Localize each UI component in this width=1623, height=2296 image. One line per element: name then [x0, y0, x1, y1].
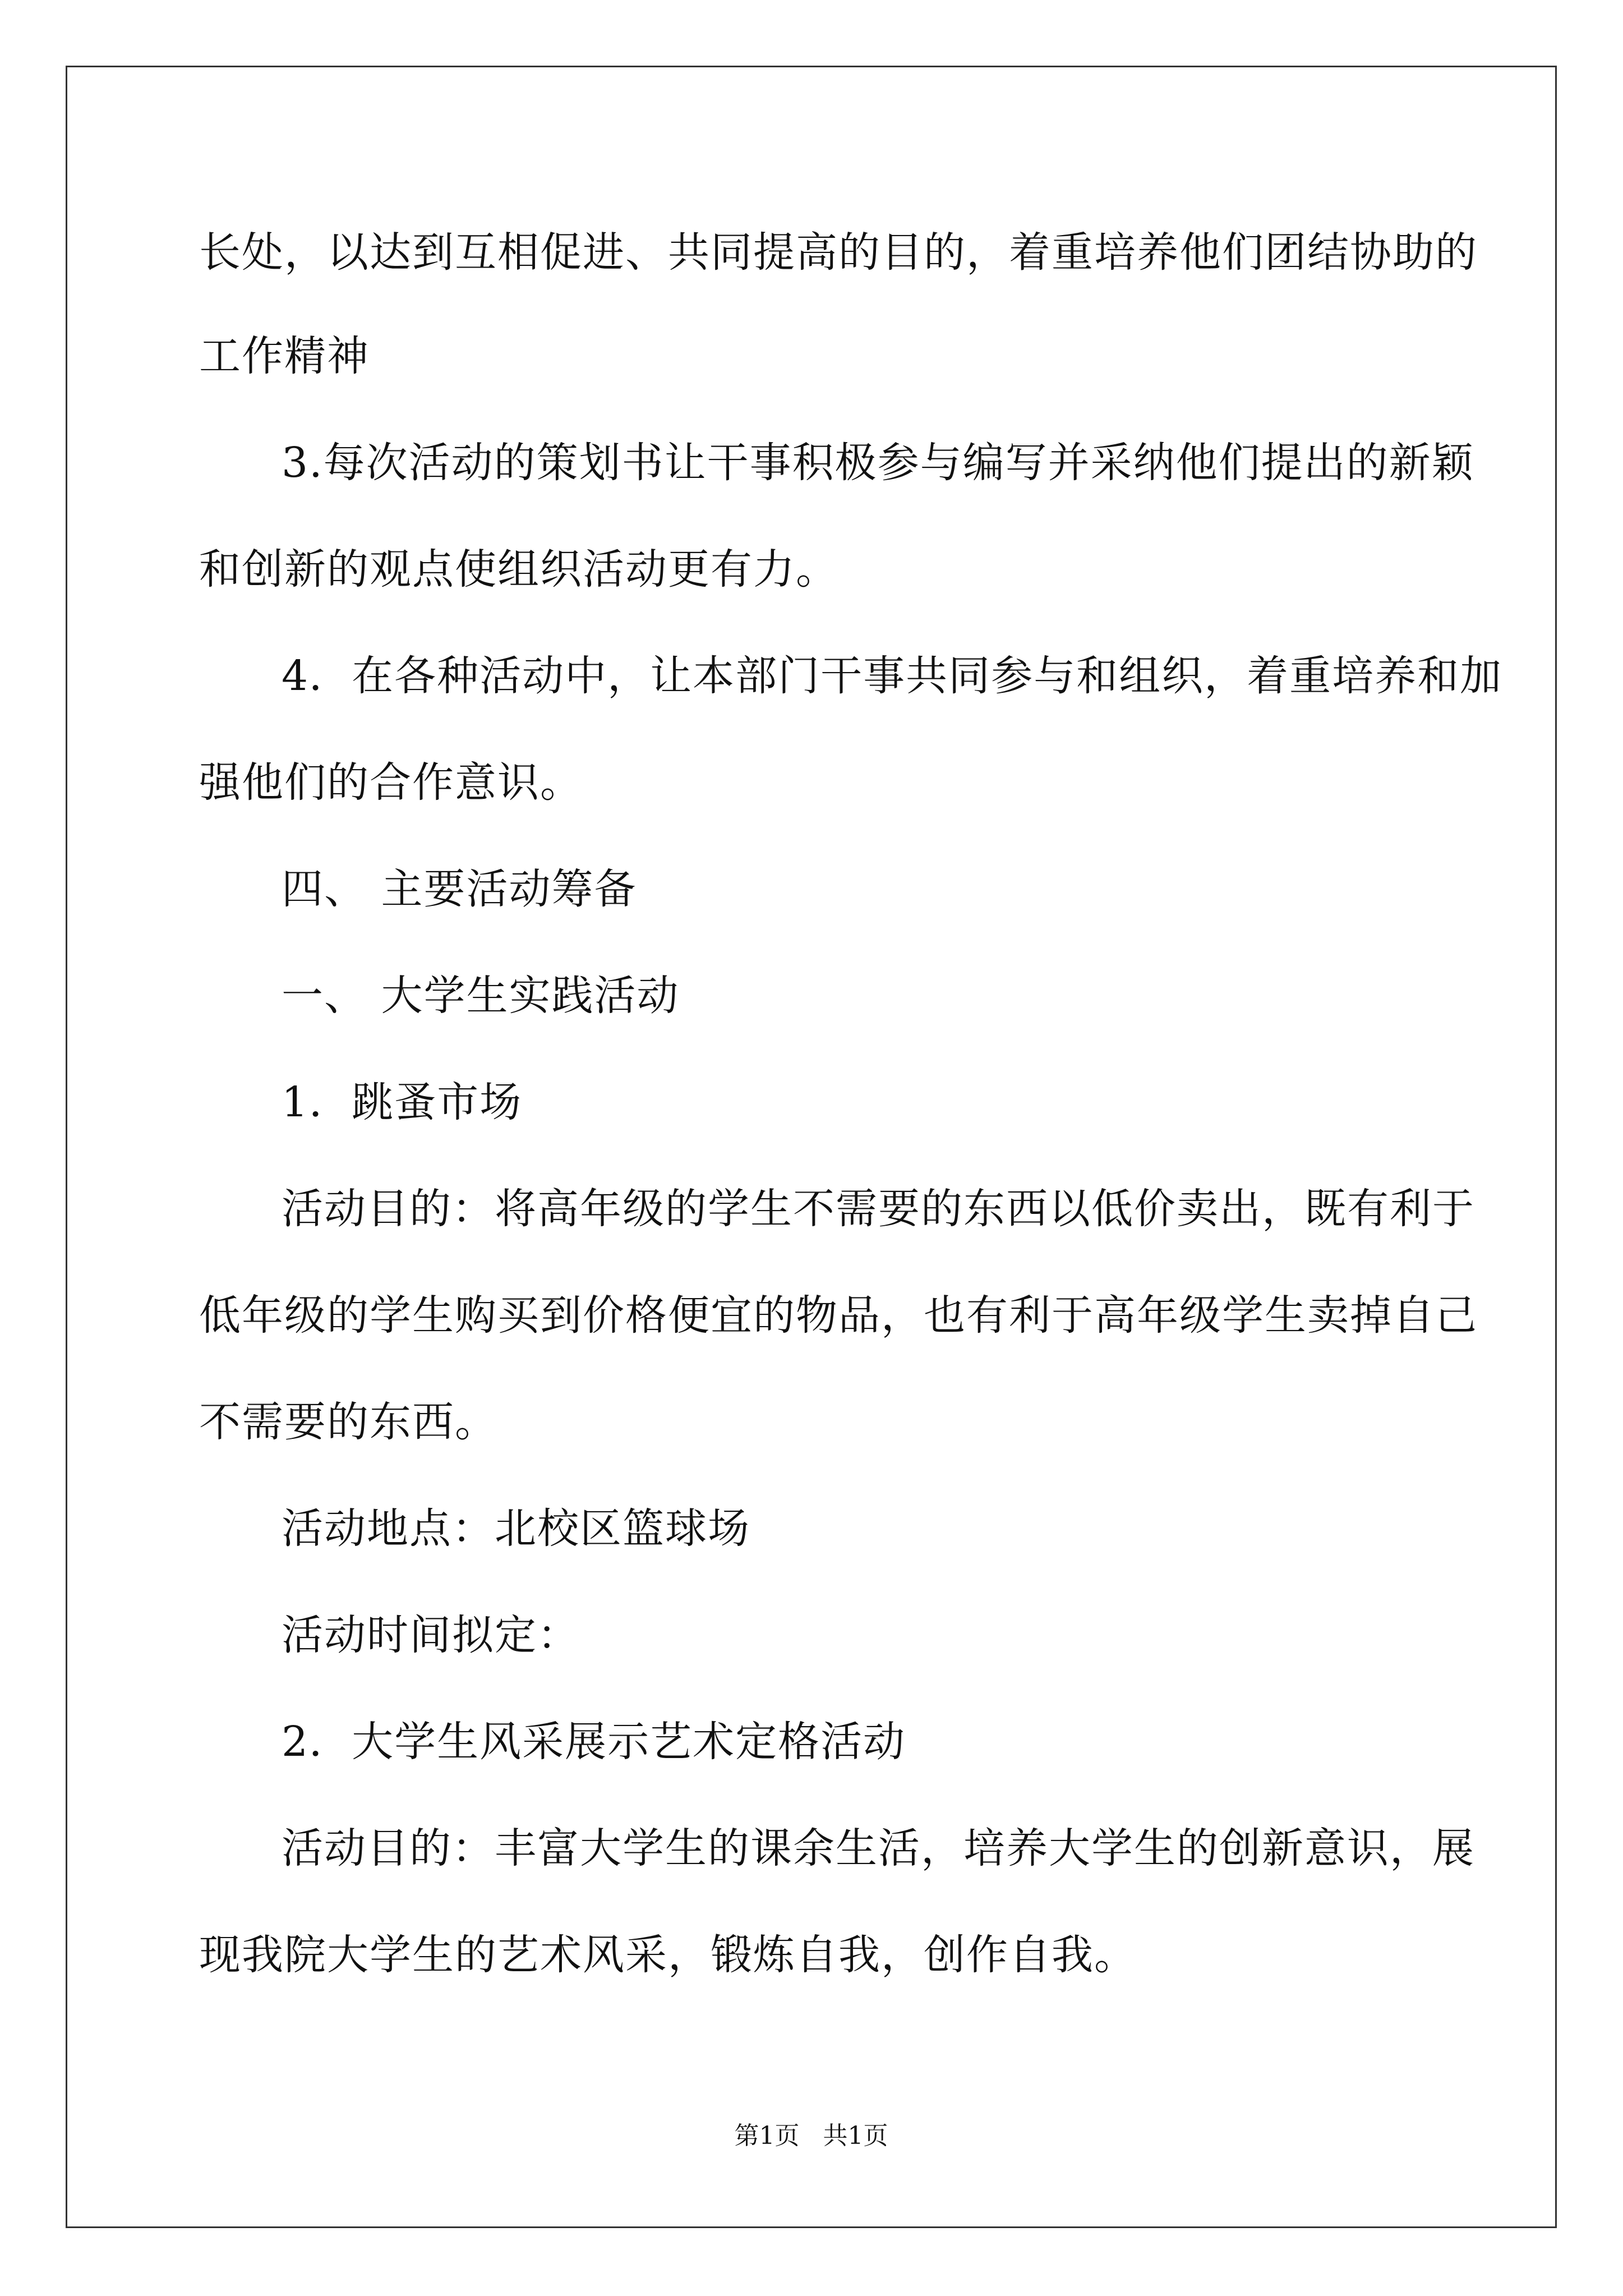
body-line-10: 活动目的：将高年级的学生不需要的东西以低价卖出，既有利于	[282, 1185, 1475, 1233]
page-number-footer: 第1页 共1页	[734, 2122, 888, 2150]
body-line-16: 活动目的：丰富大学生的课余生活，培养大学生的创新意识，展	[282, 1824, 1475, 1872]
body-line-4: 和创新的观点使组织活动更有力。	[199, 545, 838, 593]
section-heading-4: 四、 主要活动筹备	[282, 865, 637, 913]
body-line-12: 不需要的东西。	[199, 1398, 497, 1446]
body-line-6: 强他们的合作意识。	[199, 758, 583, 807]
body-line-2: 工作精神	[199, 332, 370, 380]
item-heading-2: 2．大学生风采展示艺术定格活动	[282, 1718, 906, 1766]
page-border	[66, 66, 1557, 2228]
body-line-14: 活动时间拟定：	[282, 1611, 580, 1659]
body-line-5: 4．在各种活动中，让本部门干事共同参与和组织，着重培养和加	[282, 652, 1503, 700]
body-line-13: 活动地点：北校区篮球场	[282, 1504, 750, 1553]
body-line-3: 3.每次活动的策划书让干事积极参与编写并采纳他们提出的新颖	[282, 439, 1474, 487]
body-line-1: 长处，以达到互相促进、共同提高的目的，着重培养他们团结协助的	[199, 228, 1478, 277]
body-line-17: 现我院大学生的艺术风采，锻炼自我，创作自我。	[199, 1931, 1137, 1979]
body-line-11: 低年级的学生购买到价格便宜的物品，也有利于高年级学生卖掉自己	[199, 1291, 1478, 1340]
item-heading-1: 1．跳蚤市场	[282, 1078, 523, 1126]
subsection-heading-1: 一、 大学生实践活动	[282, 972, 680, 1020]
